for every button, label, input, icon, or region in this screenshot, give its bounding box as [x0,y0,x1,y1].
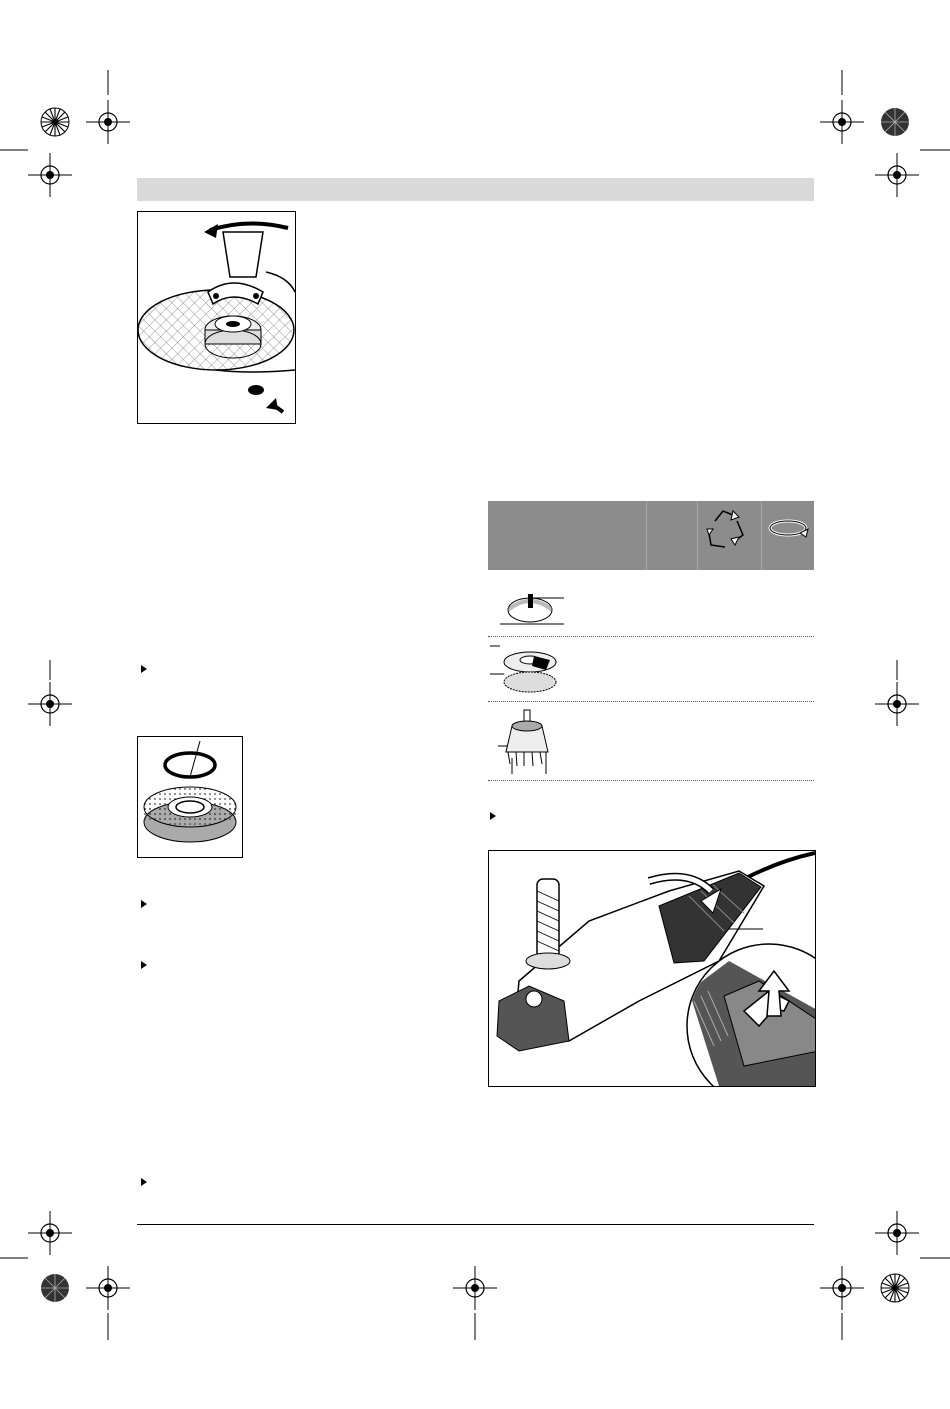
grinding-disc-wrench-figure [137,211,296,424]
table-row-divider [488,780,814,781]
disc-wrench-illustration [138,212,295,423]
cutting-disc-icon [500,588,570,628]
accessory-table-header [488,501,814,570]
o-ring-flange-illustration [138,737,242,857]
bullet-marker [141,900,147,908]
angle-grinder-illustration [489,851,815,1086]
bullet-marker [141,1178,147,1186]
recycle-arrows-icon [703,507,749,553]
page-header-bar [137,178,814,201]
table-row-divider [488,636,814,637]
bullet-marker [490,812,496,820]
flap-disc-icon [490,642,570,698]
footer-rule [137,1224,814,1225]
bullet-marker [141,961,147,969]
bullet-marker [141,665,147,673]
rotation-ring-icon [766,517,810,539]
cup-brush-icon [498,708,558,774]
table-row-divider [488,701,814,702]
handle-rotation-figure [488,850,816,1087]
flange-o-ring-figure [137,736,243,858]
